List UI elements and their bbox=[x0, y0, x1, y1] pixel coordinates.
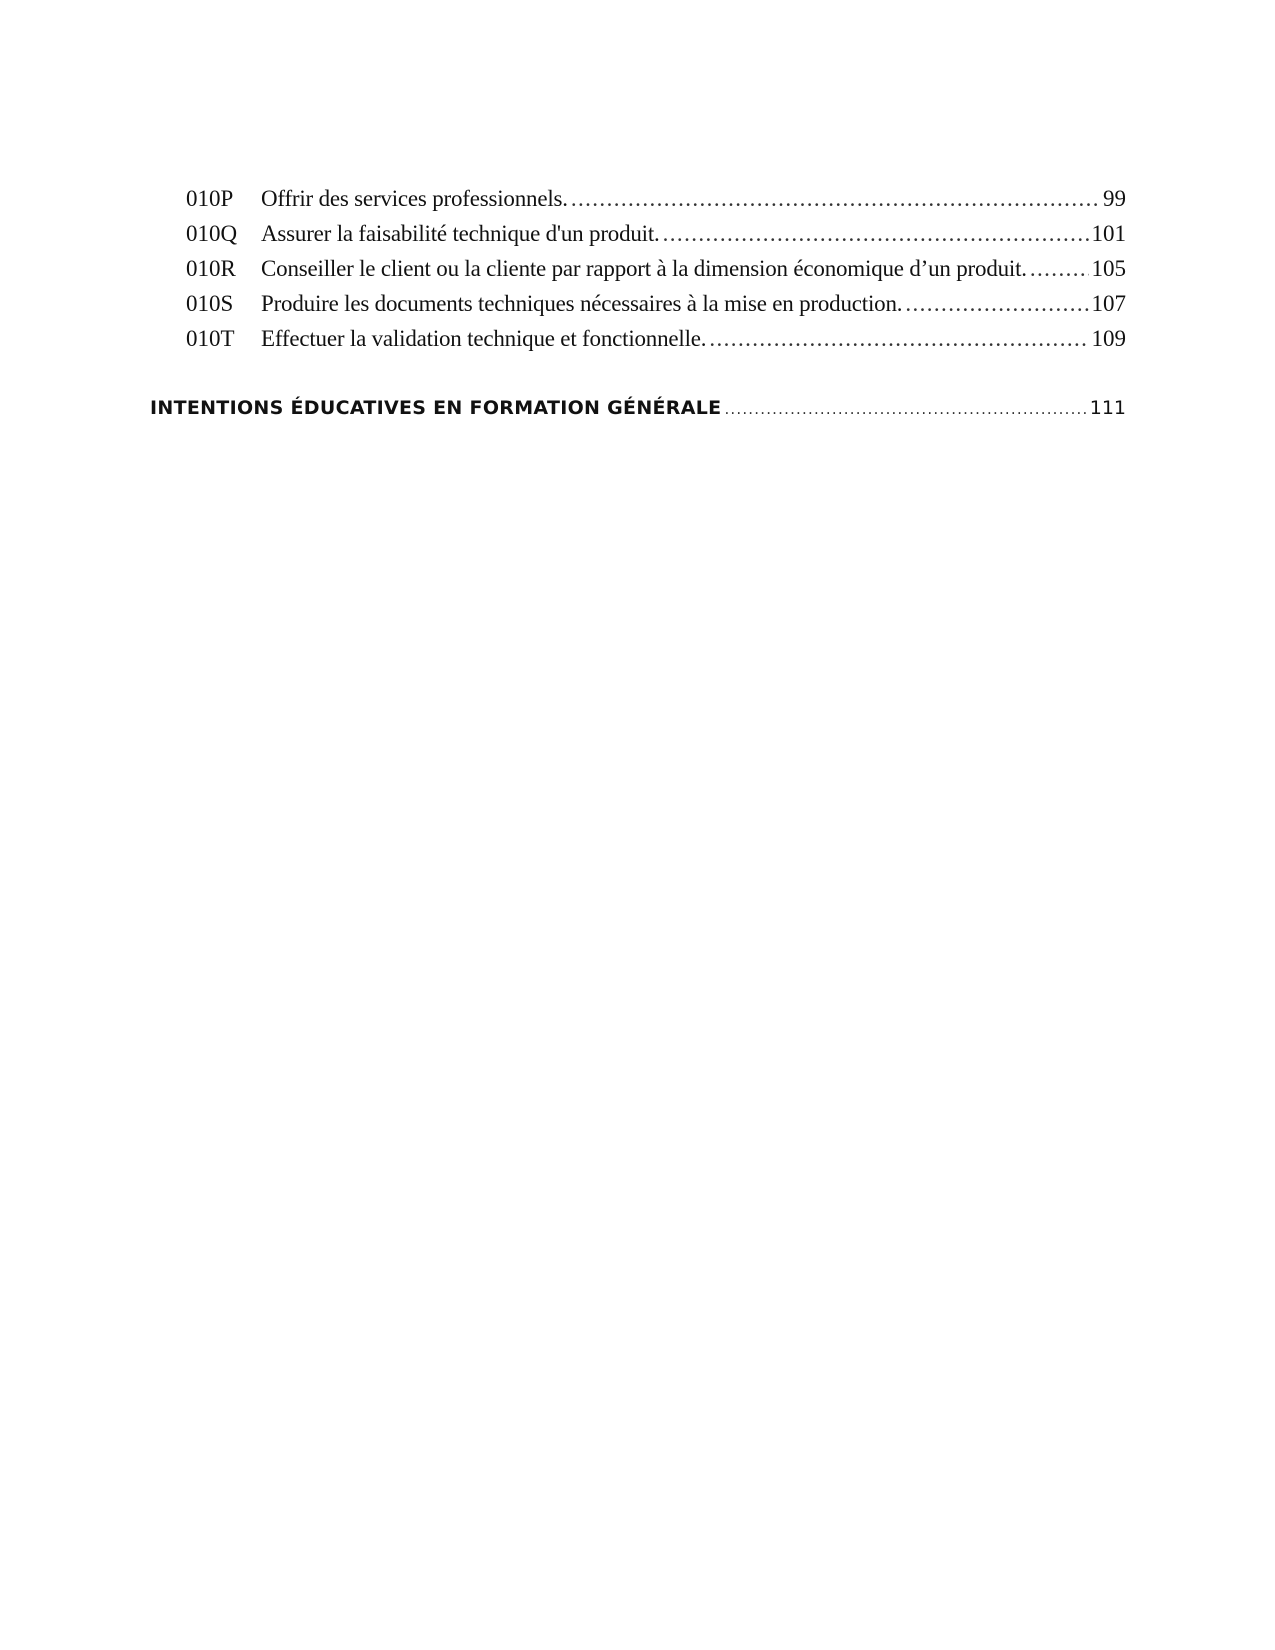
toc-dot-leader bbox=[724, 393, 1086, 425]
toc-entry-code: 010T bbox=[186, 326, 235, 351]
toc-section-entry[interactable] bbox=[150, 392, 1126, 424]
toc-entry-code: 010P bbox=[186, 186, 234, 211]
toc-entry-page-number: 99 bbox=[1103, 186, 1126, 211]
toc-entry-page-number: 101 bbox=[1091, 221, 1126, 246]
toc-dot-leader bbox=[663, 217, 1089, 251]
toc-entry-page-number: 107 bbox=[1091, 291, 1126, 316]
toc-entry-title: Assurer la faisabilité technique d'un produit. bbox=[261, 221, 660, 246]
toc-entry-title: Effectuer la validation technique et fonctionnelle. bbox=[261, 326, 707, 351]
toc-dot-leader bbox=[571, 182, 1100, 216]
toc-entry[interactable] bbox=[186, 182, 1126, 216]
toc-dot-leader bbox=[905, 287, 1088, 321]
toc-entry-code: 010R bbox=[186, 256, 236, 281]
toc-entry[interactable] bbox=[186, 252, 1126, 286]
toc-entry-page-number: 109 bbox=[1091, 326, 1126, 351]
toc-entry-code: 010Q bbox=[186, 221, 238, 246]
toc-entry[interactable] bbox=[186, 322, 1126, 356]
toc-entry[interactable] bbox=[186, 217, 1126, 251]
toc-entry[interactable] bbox=[186, 287, 1126, 321]
toc-entry-title: Offrir des services professionnels. bbox=[261, 186, 568, 211]
toc-entry-page-number: 105 bbox=[1091, 256, 1126, 281]
toc-entry-title: Conseiller le client ou la cliente par rapport à la dimension économique d’un produit. bbox=[261, 256, 1027, 281]
toc-entry-title: Produire les documents techniques nécessaires à la mise en production. bbox=[261, 291, 903, 316]
toc-section-title: INTENTIONS ÉDUCATIVES EN FORMATION GÉNÉRALE bbox=[150, 397, 722, 419]
toc-entry-code: 010S bbox=[186, 291, 234, 316]
toc-dot-leader bbox=[709, 322, 1088, 356]
toc-dot-leader bbox=[1030, 252, 1089, 286]
toc-section-page-number: 111 bbox=[1089, 397, 1126, 419]
